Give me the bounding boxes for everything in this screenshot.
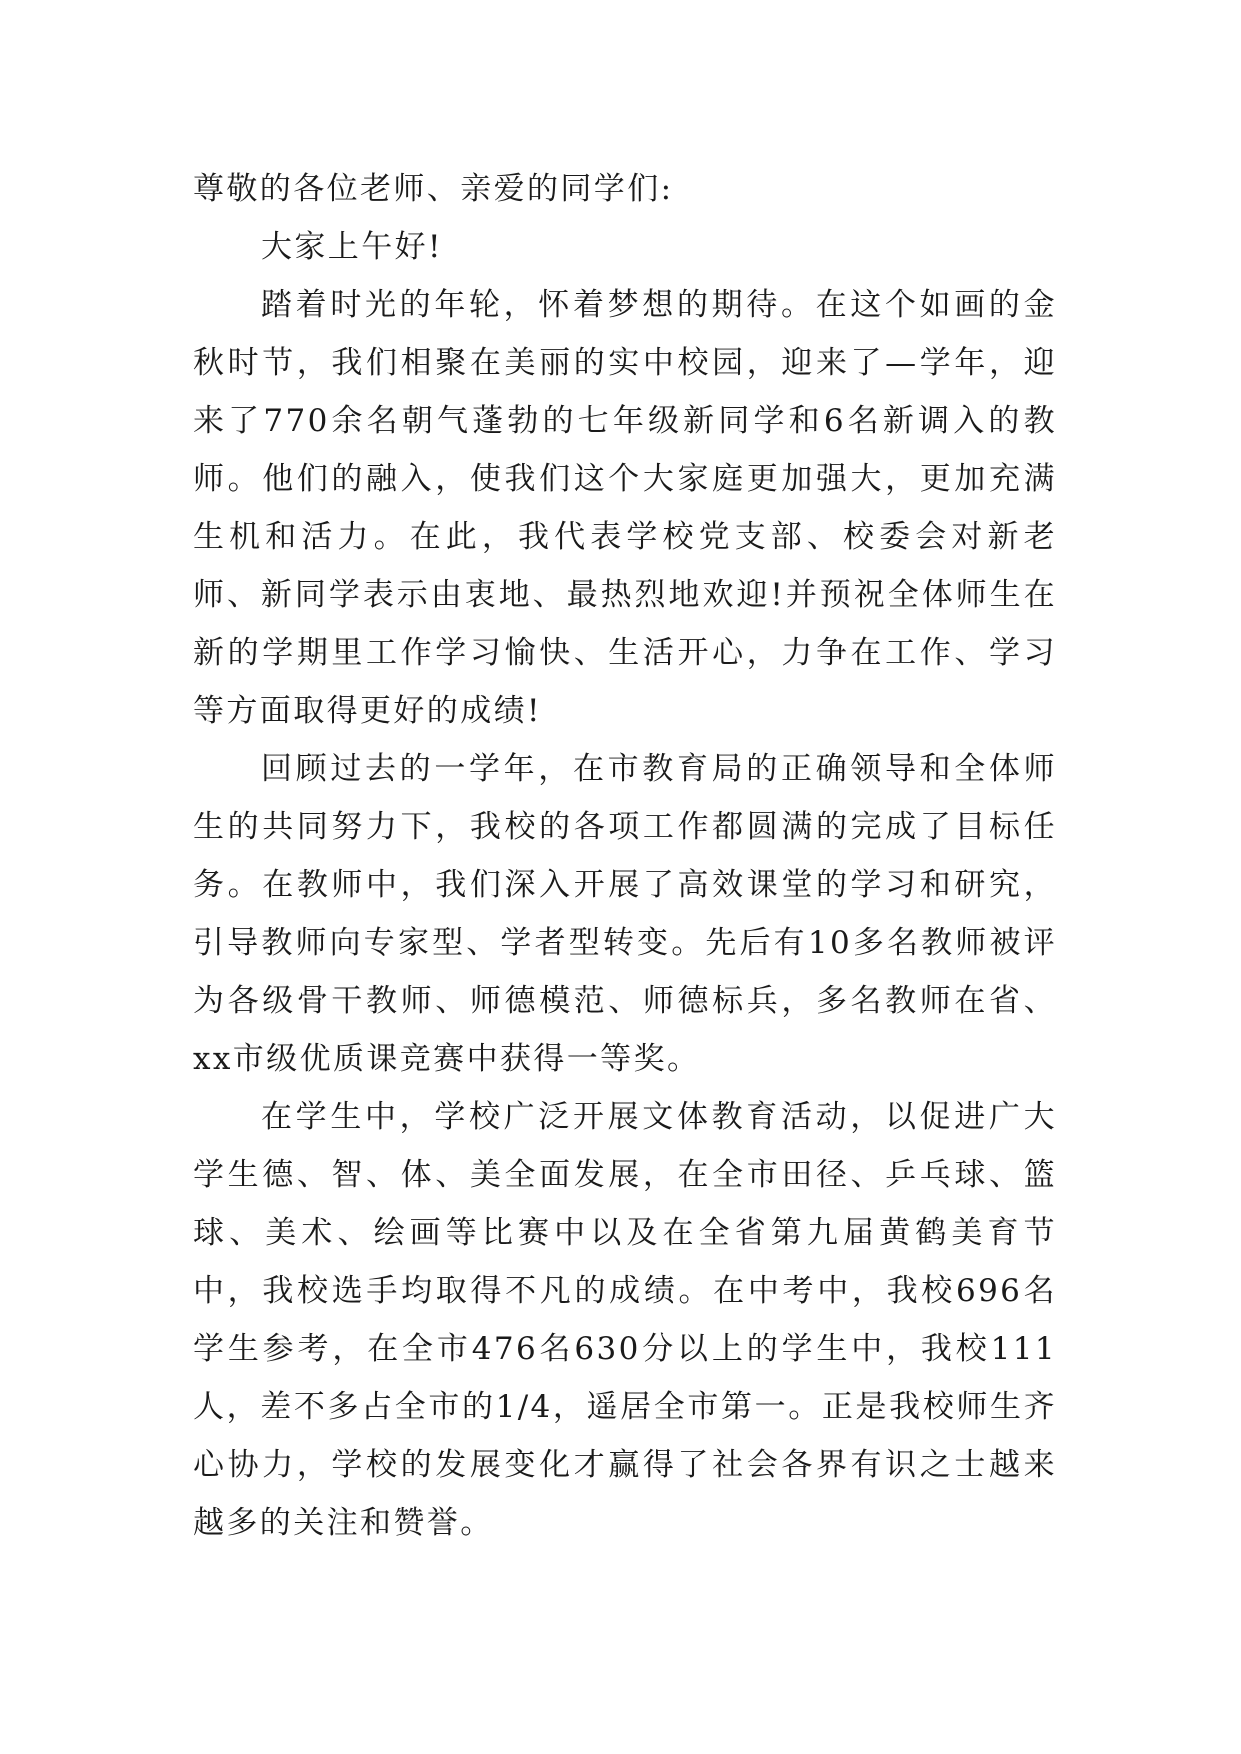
salutation: 尊敬的各位老师、亲爱的同学们: — [193, 171, 674, 207]
greeting: 大家上午好! — [261, 229, 443, 265]
paragraph-review-students: 在学生中，学校广泛开展文体教育活动，以促进广大学生德、智、体、美全面发展，在全市田径、乒乓球、篮球、美术、绘画等比赛中以及在全省第九届黄鹤美育节中，我校选手均取得不凡的成绩。在中考中，我校696名学生参考，在全市476名630分以上的学生中，我校111人，差不多占全市的1/4，遥居全市第一。正是我校师生齐心协力，学校的发展变化才赢得了社会各界有识之士越来越多的关注和赞誉。 — [193, 1099, 1057, 1541]
paragraph-welcome: 踏着时光的年轮，怀着梦想的期待。在这个如画的金秋时节，我们相聚在美丽的实中校园，迎来了—学年，迎来了770余名朝气蓬勃的七年级新同学和6名新调入的教师。他们的融入，使我们这个大家庭更加强大，更加充满生机和活力。在此，我代表学校党支部、校委会对新老师、新同学表示由衷地、最热烈地欢迎!并预祝全体师生在新的学期里工作学习愉快、生活开心，力争在工作、学习等方面取得更好的成绩! — [193, 287, 1057, 729]
speech-text — [193, 160, 1057, 1552]
paragraph-review-teachers: 回顾过去的一学年，在市教育局的正确领导和全体师生的共同努力下，我校的各项工作都圆满的完成了目标任务。在教师中，我们深入开展了高效课堂的学习和研究，引导教师向专家型、学者型转变。先后有10多名教师被评为各级骨干教师、师德模范、师德标兵，多名教师在省、xx市级优质课竞赛中获得一等奖。 — [193, 751, 1057, 1077]
